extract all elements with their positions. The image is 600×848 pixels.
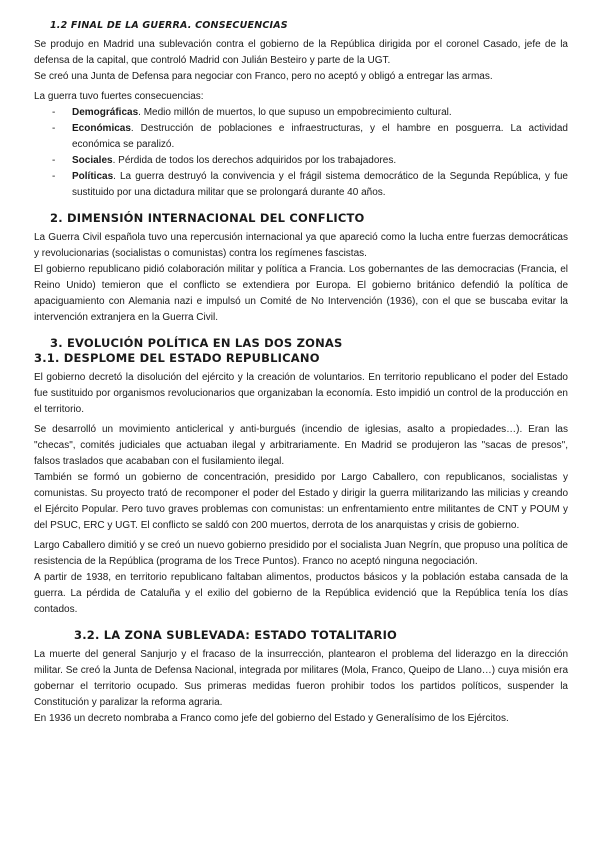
list-item-term: Económicas [72, 123, 131, 134]
document-page [34, 18, 568, 727]
section-3-heading: 3. EVOLUCIÓN POLÍTICA EN LAS DOS ZONAS [50, 336, 343, 350]
consequences-list [34, 105, 568, 201]
paragraph: La muerte del general Sanjurjo y el fracaso de la insurrección, plantearon el problema del liderazgo en la dirección militar. Se creó la Junta de Defensa Nacional, integrada por militares (Mola, Franco, Queipo de Llano…) cuya misión era gobernar el territorio ocupado. Sus primeras medidas fueron prohibir todos los partidos políticos, suspender la Constitución y paralizar la reforma agraria. [34, 649, 568, 708]
list-item-term: Demográficas [72, 107, 139, 118]
paragraph: A partir de 1938, en territorio republicano faltaban alimentos, productos básicos y la población estaba cansada de la guerra. La pérdida de Cataluña y el exilio del gobierno de la República evidenció que la República tenía los días contados. [34, 572, 568, 615]
list-item-text: . Pérdida de todos los derechos adquiridos por los trabajadores. [112, 155, 397, 166]
section-1-2-heading: 1.2 FINAL DE LA GUERRA. CONSECUENCIAS [50, 20, 288, 31]
list-item: - Económicas. Destrucción de poblaciones e infraestructuras, y el hambre en posguerra. La actividad económica se paralizó. [52, 123, 568, 150]
section-3-1-heading: 3.1. DESPLOME DEL ESTADO REPUBLICANO [34, 351, 320, 365]
paragraph: El gobierno decretó la disolución del ejército y la creación de voluntarios. En territorio republicano el poder del Estado fue sustituido por organismos revolucionarios que organizaban la economía. Esto impidió un control de la producción en el territorio. [34, 372, 568, 415]
section-3-2-heading: 3.2. LA ZONA SUBLEVADA: ESTADO TOTALITARIO [74, 628, 398, 642]
paragraph: Largo Caballero dimitió y se creó un nuevo gobierno presidido por el socialista Juan Negrín, que propuso una política de resistencia de la República (programa de los Trece Puntos). Franco no aceptó ninguna negociación. [34, 540, 568, 567]
list-item-text: . La guerra destruyó la convivencia y el frágil sistema democrático de la Segunda República, y fue sustituido por una dictadura militar que se prolongará durante 40 años. [72, 171, 568, 198]
list-item: - Sociales. Pérdida de todos los derechos adquiridos por los trabajadores. [52, 155, 397, 166]
list-item-text: . Medio millón de muertos, lo que supuso un empobrecimiento cultural. [138, 107, 452, 118]
list-item: - Demográficas. Medio millón de muertos, lo que supuso un empobrecimiento cultural. [52, 107, 452, 118]
consequences-intro: La guerra tuvo fuertes consecuencias: [34, 91, 204, 102]
list-item-term: Sociales [72, 155, 113, 166]
paragraph: También se formó un gobierno de concentración, presidido por Largo Caballero, con republicanos, socialistas y comunistas. Su proyecto trató de recomponer el poder del Estado y dirigir la guerra militarizando las milicias y creando el Ejército Popular. Pero tuvo graves problemas con comunistas: un enfrentamiento entre militantes de CNT y POUM y del PSUC, ERC y UGT. El conflicto se saldó con 200 muertos, derrota de los anarquistas y crisis de gobierno. [34, 472, 568, 531]
paragraph: Se desarrolló un movimiento anticlerical y anti-burgués (incendio de iglesias, asalto a propiedades…). Eran las "checas", comités judiciales que actuaban ilegal y arbitrariamente. En Madrid se produjeron las "sacas de presos", falsos traslados que acababan con el fusilamiento ilegal. [34, 424, 568, 467]
paragraph: El gobierno republicano pidió colaboración militar y política a Francia. Los gobernantes de las democracias (Francia, el Reino Unido) temieron que el conflicto se extendiera por Europa. El gobierno británico defendió la política de apaciguamiento con Alemania nazi e impulsó un Comité de No Intervención (1936), con el que se buscaba evitar la intervención extranjera en la Guerra Civil. [34, 264, 568, 323]
paragraph: La Guerra Civil española tuvo una repercusión internacional ya que apareció como la lucha entre fuerzas democráticas y revolucionarias (socialistas o comunistas) contra los regímenes fascistas. [34, 232, 568, 259]
paragraph: Se creó una Junta de Defensa para negociar con Franco, pero no aceptó y obligó a entregar las armas. [34, 71, 493, 82]
paragraph: En 1936 un decreto nombraba a Franco como jefe del gobierno del Estado y Generalísimo de los Ejércitos. [34, 713, 509, 724]
section-2-heading: 2. DIMENSIÓN INTERNACIONAL DEL CONFLICTO [50, 211, 365, 225]
paragraph: Se produjo en Madrid una sublevación contra el gobierno de la República dirigida por el coronel Casado, jefe de la defensa de la capital, que controló Madrid con Julián Besteiro y parte de la UGT. [34, 39, 568, 66]
list-item-text: . Destrucción de poblaciones e infraestructuras, y el hambre en posguerra. La actividad económica se paralizó. [72, 123, 568, 150]
list-item-term: Políticas [72, 171, 114, 182]
list-item: - Políticas. La guerra destruyó la convivencia y el frágil sistema democrático de la Segunda República, y fue sustituido por una dictadura militar que se prolongará durante 40 años. [52, 171, 568, 198]
